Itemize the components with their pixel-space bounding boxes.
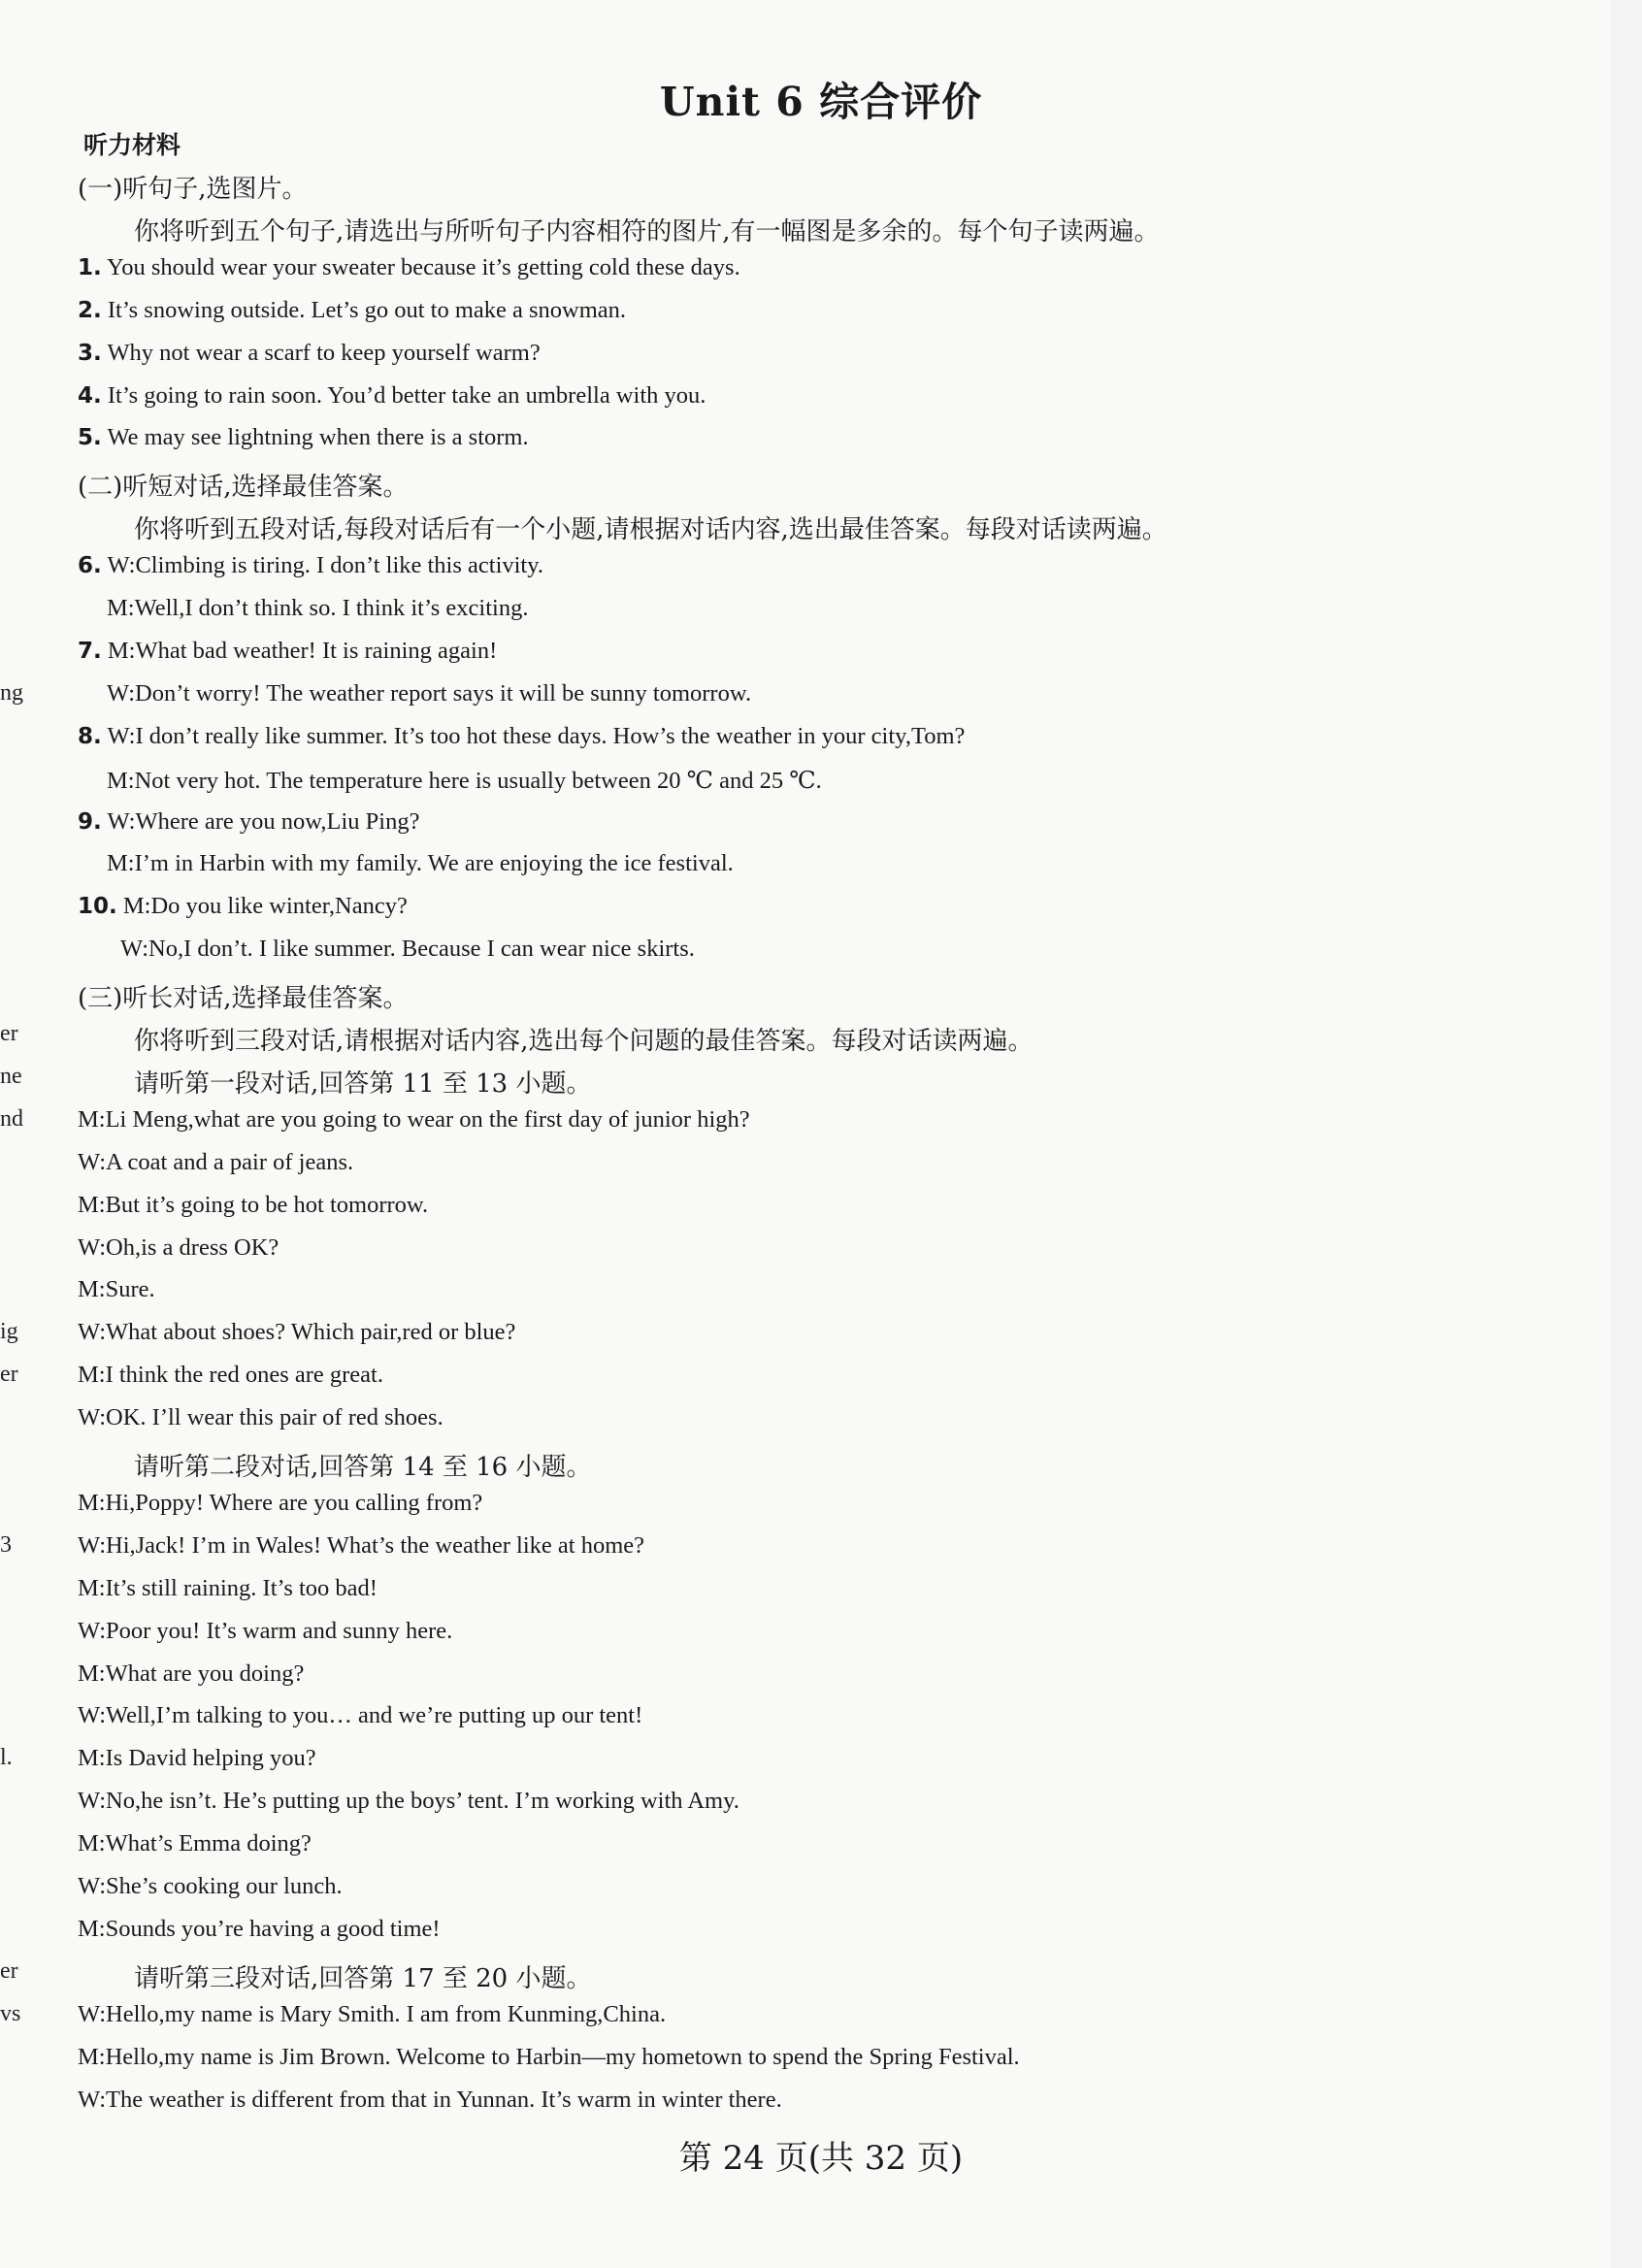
line-text: M:It’s still raining. It’s too bad! xyxy=(78,1574,378,1601)
text-line xyxy=(78,723,965,750)
text-line xyxy=(107,680,751,707)
line-text: W:She’s cooking our lunch. xyxy=(78,1873,343,1899)
text-line xyxy=(78,382,706,410)
line-text: W:No,I don’t. I like summer. Because I can wear nice skirts. xyxy=(120,936,695,963)
text-line xyxy=(134,1958,592,1994)
text-line xyxy=(78,1575,378,1602)
text-line xyxy=(78,808,419,836)
text-line xyxy=(134,1064,592,1100)
question-number: 2. xyxy=(78,297,102,323)
line-text: M:What are you doing? xyxy=(78,1660,305,1687)
line-text: M:Well,I don’t think so. I think it’s exciting. xyxy=(107,595,529,621)
text-line xyxy=(78,424,529,451)
text-line xyxy=(107,766,822,795)
line-text: M:Hi,Poppy! Where are you calling from? xyxy=(78,1489,483,1516)
line-text: M:Do you like winter,Nancy? xyxy=(122,893,408,920)
text-line xyxy=(78,1745,316,1772)
question-number: 8. xyxy=(78,723,102,749)
text-line xyxy=(78,467,409,503)
text-line xyxy=(78,1916,441,1943)
margin-fragment: er xyxy=(0,1957,18,1984)
question-number: 5. xyxy=(78,425,102,451)
text-line xyxy=(134,1447,592,1483)
line-text: 你将听到五段对话,每段对话后有一个小题,请根据对话内容,选出最佳答案。每段对话读两遍。 xyxy=(134,515,1167,545)
line-text: W:Where are you now,Liu Ping? xyxy=(107,807,420,835)
margin-fragment: ne xyxy=(0,1063,22,1089)
text-line xyxy=(78,1532,644,1560)
text-line xyxy=(78,1276,155,1303)
text-line xyxy=(78,638,497,665)
text-line xyxy=(78,1702,642,1729)
text-line xyxy=(78,1362,383,1389)
line-text: W:I don’t really like summer. It’s too hot these days. How’s the weather in your city,Tom? xyxy=(107,722,966,749)
line-text: It’s going to rain soon. You’d better take an umbrella with you. xyxy=(107,381,706,409)
text-line xyxy=(120,936,695,963)
line-text: W:Hello,my name is Mary Smith. I am from Kunming,China. xyxy=(78,2000,667,2027)
section-heading: 听力材料 xyxy=(83,131,181,159)
text-line xyxy=(78,1319,515,1346)
question-number: 4. xyxy=(78,382,102,409)
line-text: W:No,he isn’t. He’s putting up the boys’ tent. I’m working with Amy. xyxy=(78,1788,739,1815)
line-text: W:What about shoes? Which pair,red or blue? xyxy=(78,1319,516,1346)
margin-fragment: 3 xyxy=(0,1531,12,1558)
page-footer: 第 24 页(共 32 页) xyxy=(678,2139,964,2178)
line-text: Why not wear a scarf to keep yourself warm? xyxy=(107,339,541,366)
line-text: M:But it’s going to be hot tomorrow. xyxy=(78,1191,429,1218)
line-text: M:Sure. xyxy=(78,1276,155,1303)
text-line xyxy=(78,978,409,1014)
margin-fragment: ig xyxy=(0,1319,18,1345)
line-text: W:OK. I’ll wear this pair of red shoes. xyxy=(78,1404,443,1431)
line-text: W:The weather is different from that in Yunnan. It’s warm in winter there. xyxy=(78,2086,782,2113)
text-line xyxy=(78,1404,443,1431)
text-line xyxy=(78,552,543,579)
line-text: It’s snowing outside. Let’s go out to make a snowman. xyxy=(107,296,627,323)
text-line xyxy=(78,2001,666,2028)
margin-fragment: l. xyxy=(0,1745,13,1771)
text-line xyxy=(78,893,408,920)
text-line xyxy=(78,1788,739,1815)
line-text: (一)听句子,选图片。 xyxy=(78,175,308,204)
text-line xyxy=(78,297,626,324)
line-text: 请听第二段对话,回答第 14 至 16 小题。 xyxy=(134,1453,592,1482)
text-line xyxy=(107,850,734,877)
line-text: (三)听长对话,选择最佳答案。 xyxy=(78,984,409,1014)
line-text: We may see lightning when there is a storm. xyxy=(107,424,529,451)
text-line xyxy=(78,1490,482,1517)
line-text: W:Don’t worry! The weather report says it will be sunny tomorrow. xyxy=(107,679,752,707)
line-text: (二)听短对话,选择最佳答案。 xyxy=(78,473,409,503)
text-line xyxy=(134,509,1167,545)
question-number: 7. xyxy=(78,638,102,664)
line-text: W:Poor you! It’s warm and sunny here. xyxy=(78,1617,453,1644)
line-text: You should wear your sweater because it’s getting cold these days. xyxy=(106,253,740,280)
line-text: M:I’m in Harbin with my family. We are enjoying the ice festival. xyxy=(107,850,734,877)
text-line xyxy=(78,254,740,281)
line-text: W:Climbing is tiring. I don’t like this activity. xyxy=(107,552,544,579)
text-line xyxy=(107,595,528,622)
line-text: W:Hi,Jack! I’m in Wales! What’s the weather like at home? xyxy=(78,1531,645,1559)
text-line xyxy=(78,1660,304,1688)
page-title: Unit 6 综合评价 xyxy=(659,79,983,125)
line-text: W:Oh,is a dress OK? xyxy=(78,1233,279,1261)
line-text: 你将听到三段对话,请根据对话内容,选出每个问题的最佳答案。每段对话读两遍。 xyxy=(134,1027,1034,1056)
text-line xyxy=(78,169,308,205)
text-line xyxy=(78,1234,279,1262)
line-text: W:A coat and a pair of jeans. xyxy=(78,1148,354,1175)
line-text: M:What’s Emma doing? xyxy=(78,1830,312,1857)
line-text: 请听第三段对话,回答第 17 至 20 小题。 xyxy=(134,1963,592,1993)
text-line xyxy=(78,1830,312,1857)
text-line xyxy=(78,340,541,367)
question-number: 10. xyxy=(78,894,117,920)
line-text: M:Hello,my name is Jim Brown. Welcome to Harbin—my hometown to spend the Spring Festival. xyxy=(78,2043,1020,2070)
margin-fragment: er xyxy=(0,1021,18,1046)
text-line xyxy=(134,1021,1034,1057)
question-number: 3. xyxy=(78,340,102,366)
line-text: M:What bad weather! It is raining again! xyxy=(107,637,498,664)
margin-fragment: er xyxy=(0,1362,18,1388)
line-text: 你将听到五个句子,请选出与所听句子内容相符的图片,有一幅图是多余的。每个句子读两遍。 xyxy=(134,216,1160,247)
text-line xyxy=(78,1106,750,1134)
question-number: 9. xyxy=(78,808,102,835)
line-text: W:Well,I’m talking to you… and we’re putting up our tent! xyxy=(78,1702,643,1729)
text-line xyxy=(78,1618,452,1645)
text-line xyxy=(78,2087,782,2114)
margin-fragment: nd xyxy=(0,1105,23,1132)
line-text: M:Not very hot. The temperature here is usually between 20 ℃ and 25 ℃. xyxy=(107,767,822,794)
text-line xyxy=(78,2044,1020,2071)
margin-fragment: ng xyxy=(0,679,23,706)
line-text: M:Is David helping you? xyxy=(78,1745,316,1772)
text-line xyxy=(78,1873,343,1900)
line-text: 请听第一段对话,回答第 11 至 13 小题。 xyxy=(134,1068,592,1099)
text-line xyxy=(78,1149,353,1176)
line-text: M:I think the red ones are great. xyxy=(78,1362,383,1389)
text-line xyxy=(78,1192,428,1219)
line-text: M:Sounds you’re having a good time! xyxy=(78,1915,441,1942)
text-line xyxy=(134,212,1160,247)
margin-fragment: vs xyxy=(0,2000,21,2026)
question-number: 1. xyxy=(78,254,102,280)
question-number: 6. xyxy=(78,553,102,579)
line-text: M:Li Meng,what are you going to wear on the first day of junior high? xyxy=(78,1105,750,1133)
